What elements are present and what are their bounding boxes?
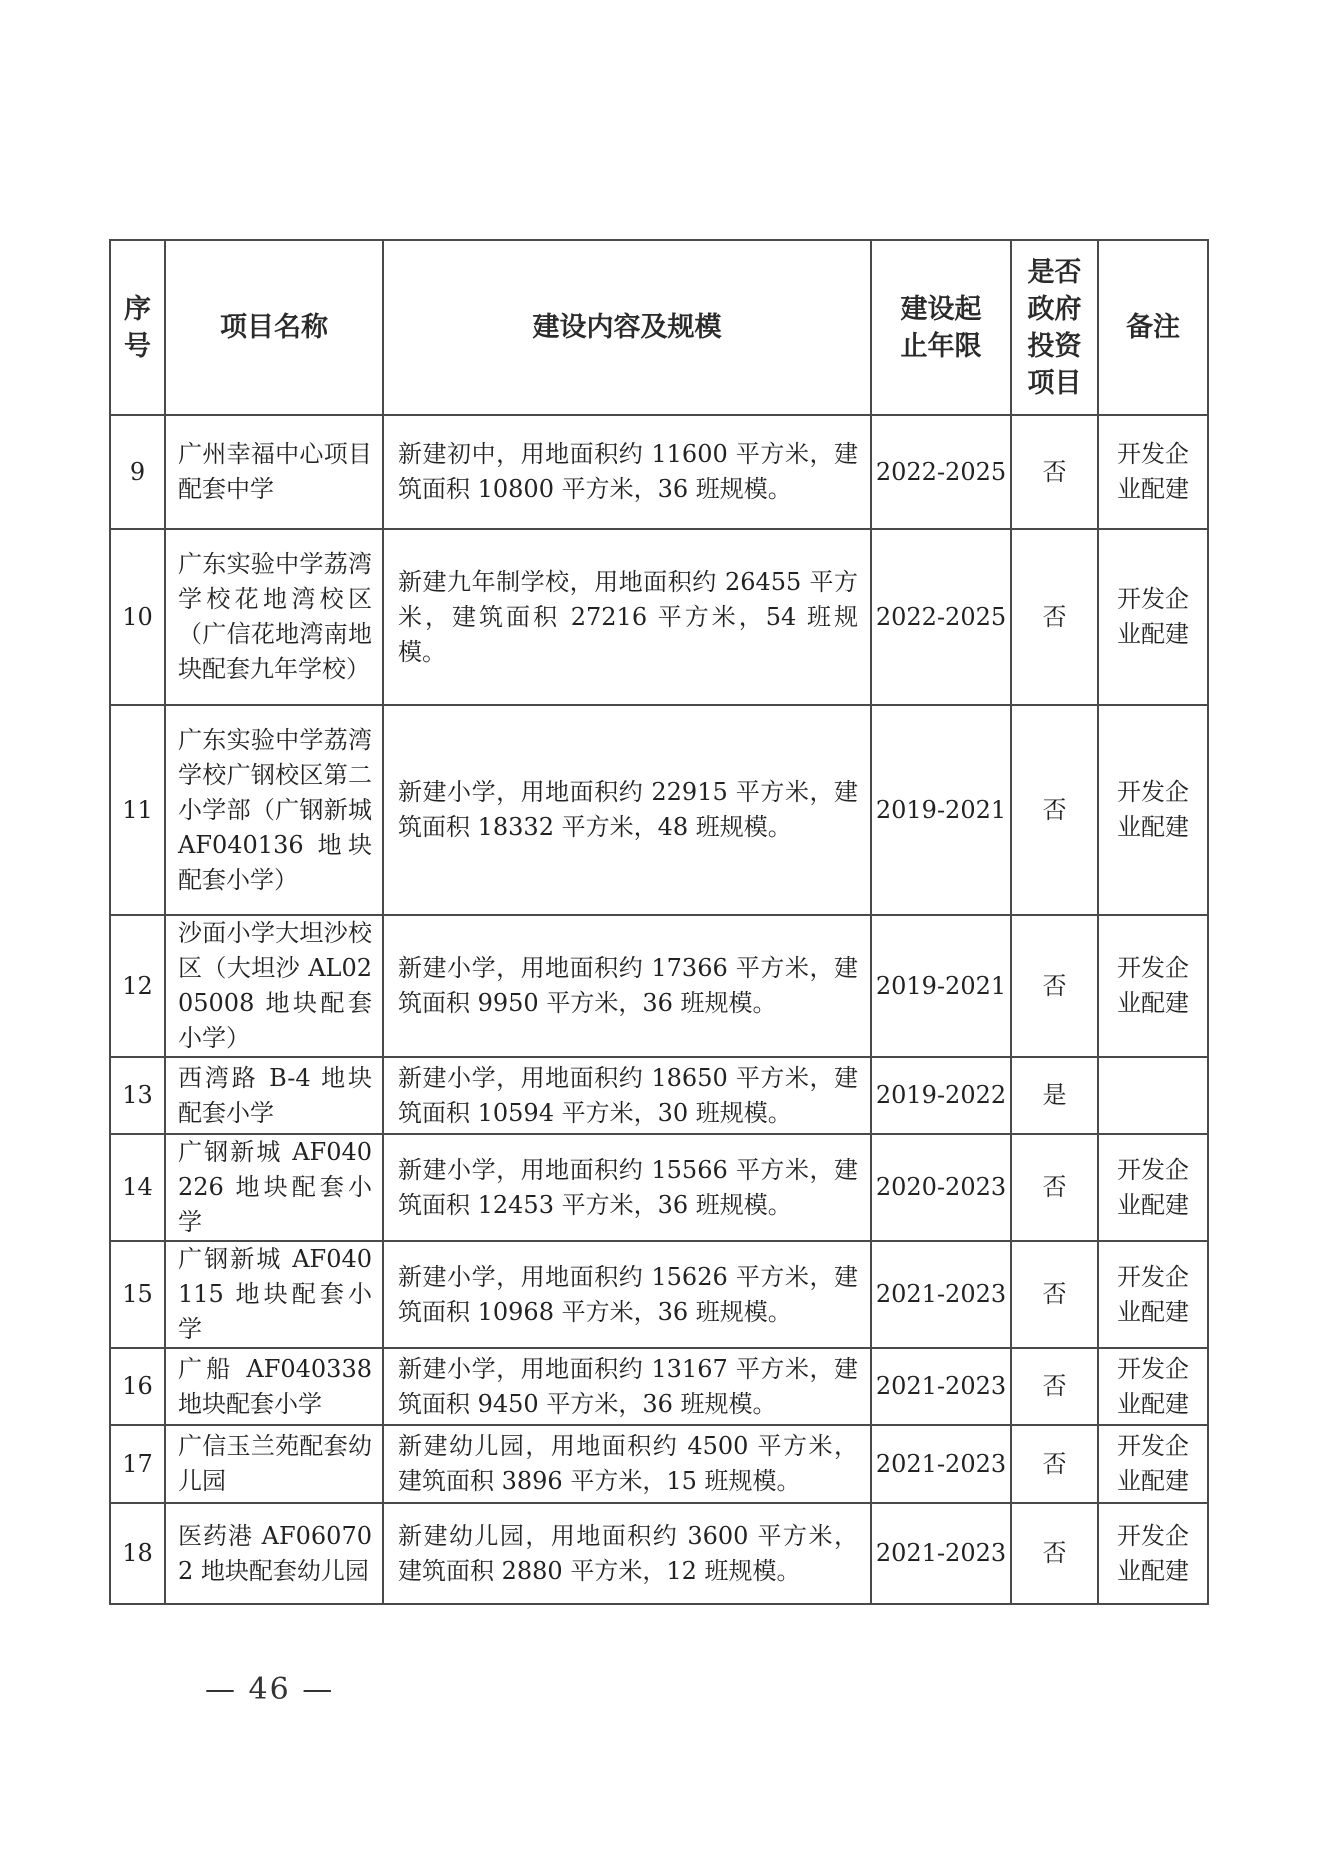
row-period: 2019-2022 bbox=[871, 1057, 1011, 1134]
row-no: 13 bbox=[110, 1057, 165, 1134]
row-name: 广信玉兰苑配套幼儿园 bbox=[165, 1425, 383, 1503]
row-content: 新建小学，用地面积约 15566 平方米，建筑面积 12453 平方米，36 班规模。 bbox=[383, 1134, 871, 1241]
table-row bbox=[110, 1241, 1208, 1348]
row-period: 2019-2021 bbox=[871, 705, 1011, 915]
table-header-row bbox=[110, 240, 1208, 415]
row-content: 新建小学，用地面积约 17366 平方米，建筑面积 9950 平方米，36 班规模。 bbox=[383, 915, 871, 1057]
row-gov: 否 bbox=[1011, 529, 1098, 705]
table-row bbox=[110, 1503, 1208, 1604]
row-gov: 否 bbox=[1011, 705, 1098, 915]
row-content: 新建小学，用地面积约 13167 平方米，建筑面积 9450 平方米，36 班规模。 bbox=[383, 1348, 871, 1425]
row-gov: 否 bbox=[1011, 1241, 1098, 1348]
row-gov: 否 bbox=[1011, 415, 1098, 529]
row-no: 18 bbox=[110, 1503, 165, 1604]
row-note: 开发企业配建 bbox=[1098, 415, 1208, 529]
row-name: 广钢新城 AF040226 地块配套小学 bbox=[165, 1134, 383, 1241]
row-gov: 否 bbox=[1011, 915, 1098, 1057]
row-name: 广东实验中学荔湾学校广钢校区第二小学部（广钢新城 AF040136 地块配套小学） bbox=[165, 705, 383, 915]
row-note: 开发企业配建 bbox=[1098, 1425, 1208, 1503]
table-row bbox=[110, 1348, 1208, 1425]
row-no: 11 bbox=[110, 705, 165, 915]
row-period: 2020-2023 bbox=[871, 1134, 1011, 1241]
row-period: 2021-2023 bbox=[871, 1425, 1011, 1503]
row-name: 沙面小学大坦沙校区（大坦沙 AL0205008 地块配套小学） bbox=[165, 915, 383, 1057]
row-note: 开发企业配建 bbox=[1098, 915, 1208, 1057]
row-name: 西湾路 B-4 地块配套小学 bbox=[165, 1057, 383, 1134]
row-gov: 否 bbox=[1011, 1348, 1098, 1425]
row-content: 新建小学，用地面积约 22915 平方米，建筑面积 18332 平方米，48 班规模。 bbox=[383, 705, 871, 915]
row-no: 14 bbox=[110, 1134, 165, 1241]
row-note: 开发企业配建 bbox=[1098, 1134, 1208, 1241]
header-name: 项目名称 bbox=[165, 240, 383, 415]
project-table bbox=[109, 239, 1209, 1605]
row-period: 2021-2023 bbox=[871, 1241, 1011, 1348]
row-content: 新建小学，用地面积约 18650 平方米，建筑面积 10594 平方米，30 班规模。 bbox=[383, 1057, 871, 1134]
row-no: 16 bbox=[110, 1348, 165, 1425]
row-period: 2022-2025 bbox=[871, 529, 1011, 705]
table-row bbox=[110, 529, 1208, 705]
row-no: 15 bbox=[110, 1241, 165, 1348]
row-period: 2019-2021 bbox=[871, 915, 1011, 1057]
row-content: 新建初中，用地面积约 11600 平方米，建筑面积 10800 平方米，36 班规模。 bbox=[383, 415, 871, 529]
row-no: 9 bbox=[110, 415, 165, 529]
row-content: 新建九年制学校，用地面积约 26455 平方米，建筑面积 27216 平方米，54 班规模。 bbox=[383, 529, 871, 705]
table-row bbox=[110, 1057, 1208, 1134]
row-note: 开发企业配建 bbox=[1098, 1503, 1208, 1604]
row-note: 开发企业配建 bbox=[1098, 1241, 1208, 1348]
header-note: 备注 bbox=[1098, 240, 1208, 415]
row-period: 2021-2023 bbox=[871, 1503, 1011, 1604]
header-no: 序号 bbox=[110, 240, 165, 415]
row-name: 广东实验中学荔湾学校花地湾校区（广信花地湾南地块配套九年学校） bbox=[165, 529, 383, 705]
table-row bbox=[110, 1425, 1208, 1503]
table-row bbox=[110, 1134, 1208, 1241]
row-note: 开发企业配建 bbox=[1098, 529, 1208, 705]
row-name: 广州幸福中心项目配套中学 bbox=[165, 415, 383, 529]
row-name: 广船 AF040338 地块配套小学 bbox=[165, 1348, 383, 1425]
table-row bbox=[110, 705, 1208, 915]
row-no: 10 bbox=[110, 529, 165, 705]
row-note bbox=[1098, 1057, 1208, 1134]
row-gov: 否 bbox=[1011, 1503, 1098, 1604]
row-no: 12 bbox=[110, 915, 165, 1057]
row-note: 开发企业配建 bbox=[1098, 705, 1208, 915]
row-name: 医药港 AF060702 地块配套幼儿园 bbox=[165, 1503, 383, 1604]
page-number: — 46 — bbox=[205, 1672, 335, 1707]
row-content: 新建小学，用地面积约 15626 平方米，建筑面积 10968 平方米，36 班规模。 bbox=[383, 1241, 871, 1348]
row-gov: 否 bbox=[1011, 1425, 1098, 1503]
row-period: 2022-2025 bbox=[871, 415, 1011, 529]
row-gov: 否 bbox=[1011, 1134, 1098, 1241]
header-gov: 是否政府投资项目 bbox=[1011, 240, 1098, 415]
table-row bbox=[110, 915, 1208, 1057]
row-period: 2021-2023 bbox=[871, 1348, 1011, 1425]
row-name: 广钢新城 AF040115 地块配套小学 bbox=[165, 1241, 383, 1348]
header-period: 建设起止年限 bbox=[871, 240, 1011, 415]
header-content: 建设内容及规模 bbox=[383, 240, 871, 415]
row-no: 17 bbox=[110, 1425, 165, 1503]
row-note: 开发企业配建 bbox=[1098, 1348, 1208, 1425]
row-content: 新建幼儿园，用地面积约 4500 平方米，建筑面积 3896 平方米，15 班规模。 bbox=[383, 1425, 871, 1503]
row-content: 新建幼儿园，用地面积约 3600 平方米，建筑面积 2880 平方米，12 班规模。 bbox=[383, 1503, 871, 1604]
table-row bbox=[110, 415, 1208, 529]
row-gov: 是 bbox=[1011, 1057, 1098, 1134]
